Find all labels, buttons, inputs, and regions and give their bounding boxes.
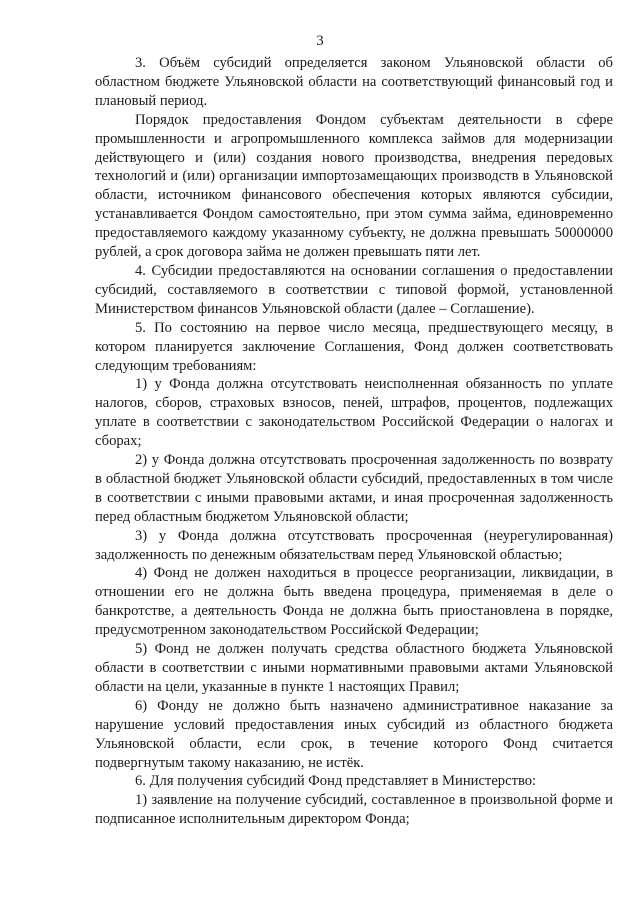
paragraph-3-subsidy-volume: 3. Объём субсидий определяется законом Ульяновской области об областном бюджете Ульяновской области на соответствующий финансовый год и плановый период. [95, 55, 613, 109]
paragraph-5-requirements: 5. По состоянию на первое число месяца, предшествующего месяцу, в котором планируется заключение Соглашения, Фонд должен соответствовать следующим требованиям: [95, 319, 613, 374]
requirement-item-4: 4) Фонд не должен находиться в процессе реорганизации, ликвидации, в отношении его не должна быть введена процедура, применяемая в деле о банкротстве, а деятельность Фонда не должна быть приостановлена в порядке, предусмотренном законодательством Российской Федерации; [95, 565, 613, 639]
requirement-item-5: 5) Фонд не должен получать средства областного бюджета Ульяновской области в соответствии с иными нормативными правовыми актами Ульяновской области на цели, указанные в пункте 1 настоящих Правил; [95, 641, 613, 695]
document-item-1: 1) заявление на получение субсидий, составленное в произвольной форме и подписанное исполнительным директором Фонда; [95, 792, 613, 828]
paragraph-6-documents: 6. Для получения субсидий Фонд представляет в Министерство: [135, 773, 537, 790]
requirement-item-1: 1) у Фонда должна отсутствовать неисполненная обязанность по уплате налогов, сборов, страховых взносов, пеней, штрафов, процентов, подлежащих уплате в соответствии с законодательством Российской Федерации о налогах и сборах; [95, 376, 613, 450]
requirement-item-2: 2) у Фонда должна отсутствовать просроченная задолженность по возврату в областной бюджет Ульяновской области субсидий, предоставленных в том числе в соответствии с иными правовыми актами, и иная просроченная задолженность перед областным бюджетом Ульяновской области; [95, 452, 613, 525]
document-body [95, 54, 613, 829]
requirement-item-6: 6) Фонду не должно быть назначено административное наказание за нарушение условий предоставления иных субсидий из областного бюджета Ульяновской области, если срок, в течение которого Фонд считается подвергнутым такому наказанию, не истёк. [95, 697, 613, 771]
paragraph-4-agreement: 4. Субсидии предоставляются на основании соглашения о предоставлении субсидий, составляемого в соответствии с типовой формой, установленной Министерством финансов Ульяновской области (далее – Соглашение). [95, 262, 613, 317]
page-number: 3 [316, 33, 324, 49]
requirement-item-3: 3) у Фонда должна отсутствовать просроченная (неурегулированная) задолженность по денежным обязательствам перед Ульяновской областью; [95, 527, 613, 563]
paragraph-loan-procedure: Порядок предоставления Фондом субъектам деятельности в сфере промышленности и агропромышленного комплекса займов для модернизации действующего и (или) создания нового производства, внедрения передовых технологий и (или) организации импортозамещающих производств в Ульяновской области, источником финансового обеспечения которых являются субсидии, устанавливается Фондом самостоятельно, при этом сумма займа, единовременно предоставляемого каждому указанному субъекту, не должна превышать 50000000 рублей, а срок договора займа не должен превышать пяти лет. [95, 111, 613, 261]
